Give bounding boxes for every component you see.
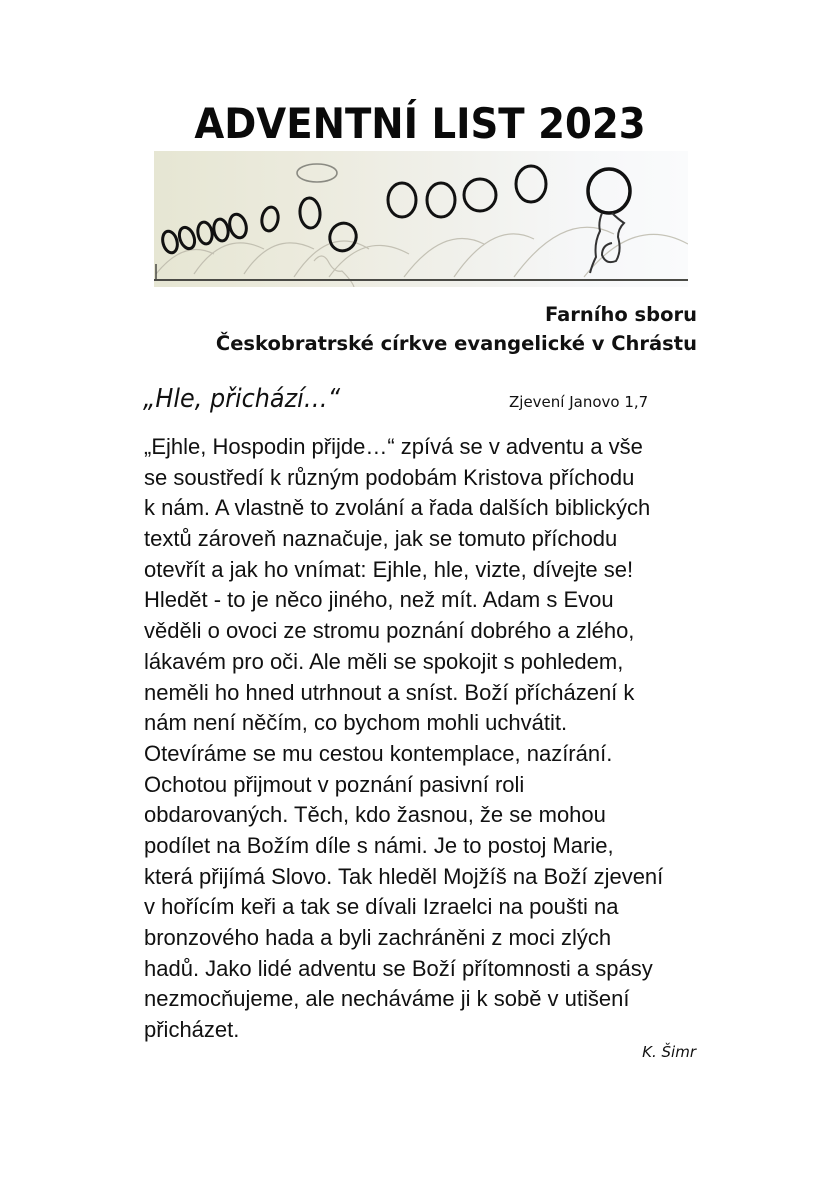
parish-line-2: Českobratrské církve evangelické v Chrástu — [215, 332, 697, 355]
article-line: textů zároveň naznačuje, jak se tomuto příchodu — [144, 526, 618, 552]
article-line: se soustředí k různým podobám Kristova příchodu — [144, 464, 635, 490]
author-signature: K. Šimr — [642, 1043, 696, 1061]
article-line: která přijímá Slovo. Tak hleděl Mojžíš na Boží zjevení — [144, 863, 664, 889]
article-line: „Ejhle, Hospodin přijde…“ zpívá se v adventu a vše — [144, 434, 643, 459]
article-line: otevřít a jak ho vnímat: Ejhle, hle, vizte, dívejte se! — [144, 556, 634, 582]
article-line: věděli o ovoci ze stromu poznání dobrého a zlého, — [144, 618, 635, 644]
page-title: ADVENTNÍ LIST 2023 — [194, 99, 646, 148]
parish-line-1: Farního sboru — [544, 303, 697, 326]
article-body — [144, 432, 698, 1046]
drawing-figures-image — [154, 151, 688, 287]
parish-name — [140, 300, 697, 358]
article-line: Ochotou přijmout v poznání pasivní roli — [144, 771, 525, 797]
article-line: neměli ho hned utrhnout a sníst. Boží přícházení k — [144, 679, 635, 705]
article-line: hadů. Jako lidé adventu se Boží přítomnosti a spásy — [144, 955, 653, 981]
motto: „Hle, přichází…“ — [143, 384, 341, 414]
article-line: přicházet. — [144, 1017, 240, 1043]
article-line: Otevíráme se mu cestou kontemplace, nazírání. — [144, 740, 613, 766]
article-line: lákavém pro oči. Ale měli se spokojit s pohledem, — [144, 648, 624, 674]
article-line: podílet na Božím díle s námi. Je to postoj Marie, — [144, 832, 614, 858]
header-illustration — [154, 151, 688, 287]
article-line: nezmocňujeme, ale necháváme ji k sobě v utišení — [144, 986, 630, 1012]
article-line: bronzového hada a byli zachráněni z moci zlých — [144, 925, 612, 950]
bible-reference: Zjevení Janovo 1,7 — [509, 393, 649, 411]
article-line: obdarovaných. Těch, kdo žasnou, že se mohou — [144, 802, 606, 828]
article-line: nám není něčím, co bychom mohli uchvátit. — [144, 710, 568, 736]
article-line: Hledět - to je něco jiného, než mít. Adam s Evou — [144, 587, 614, 613]
article-line: k nám. A vlastně to zvolání a řada dalších biblických — [144, 495, 651, 521]
article-line: v hořícím keři a tak se dívali Izraelci na poušti na — [144, 894, 619, 920]
